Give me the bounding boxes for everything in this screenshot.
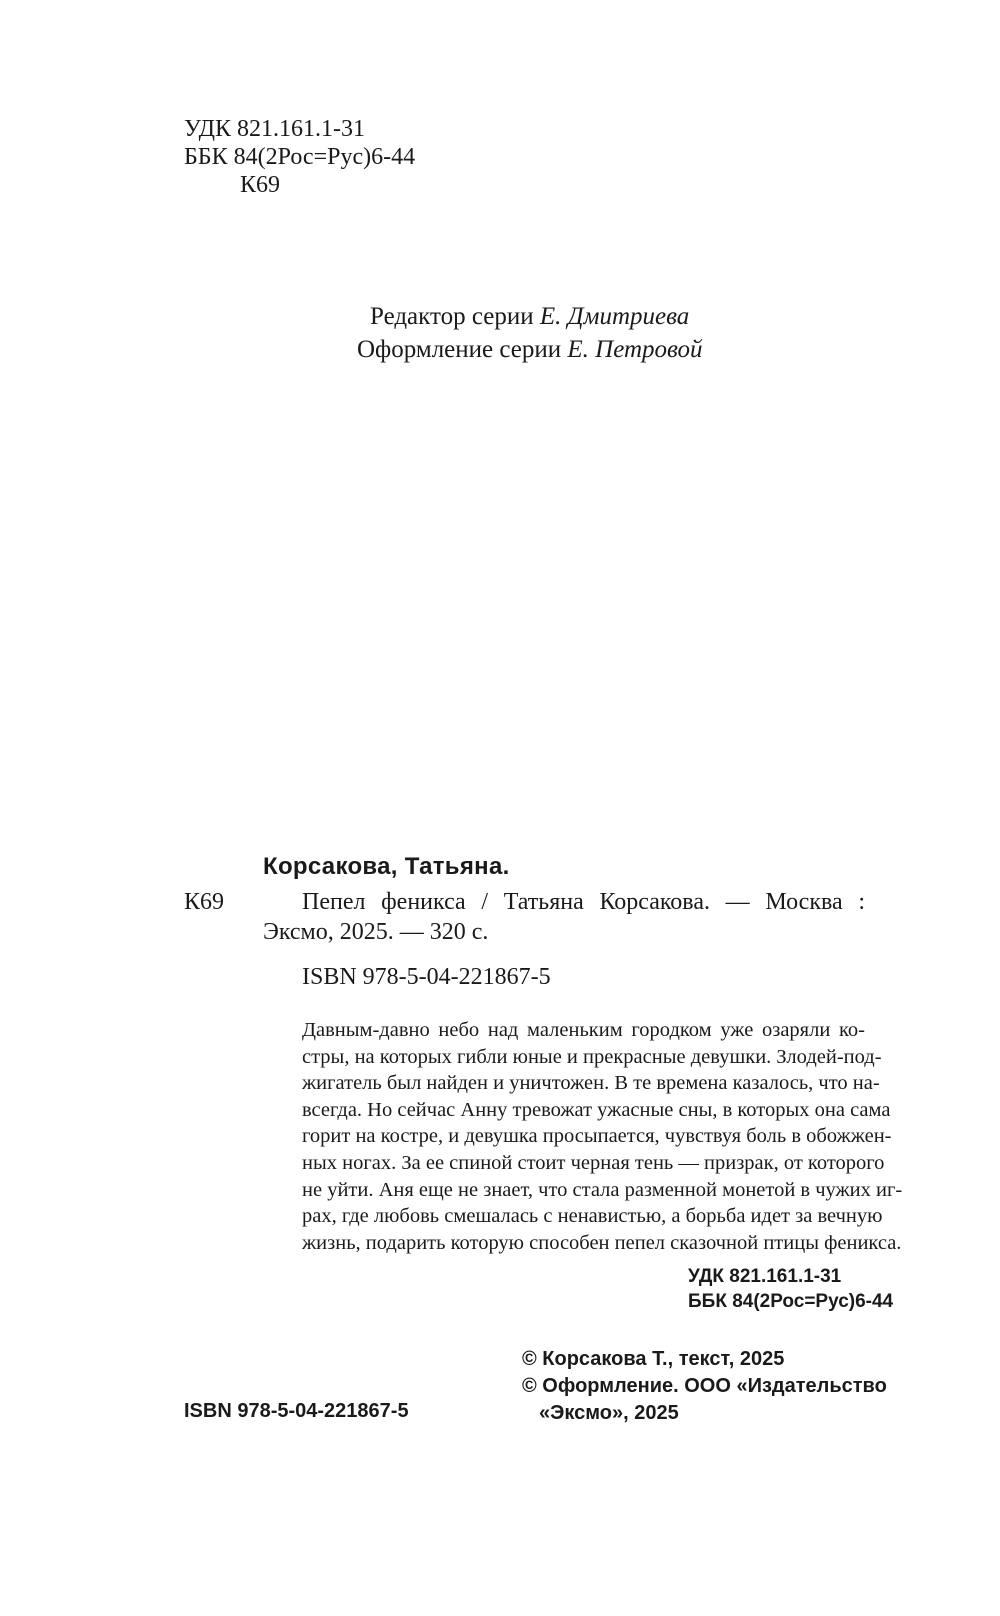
copyright-publisher: «Эксмо», 2025	[539, 1402, 679, 1424]
annotation-line: ных ногах. За ее спиной стоит черная тень — призрак, от которого	[302, 1151, 885, 1174]
bbk-code: ББК 84(2Рос=Рус)6-44	[184, 144, 416, 170]
series-design	[357, 335, 703, 365]
card-title-line2: Эксмо, 2025. — 320 с.	[263, 919, 489, 945]
card-author: Корсакова, Татьяна.	[263, 853, 510, 880]
card-author-mark: К69	[184, 889, 225, 915]
annotation-line: всегда. Но сейчас Анну тревожат ужасные сны, в которых она сама	[302, 1098, 891, 1121]
series-design-label: Оформление серии	[357, 336, 562, 363]
series-editor-name: Е. Дмитриева	[539, 303, 690, 330]
annotation-line: жизнь, подарить которую способен пепел сказочной птицы феникса.	[302, 1231, 902, 1254]
annotation-line: рах, где любовь смешалась с ненавистью, а борьба идет за вечную	[302, 1205, 883, 1228]
udk-code: УДК 821.161.1-31	[184, 116, 365, 142]
annotation-line: не уйти. Аня еще не знает, что стала разменной монетой в чужих иг-	[302, 1178, 903, 1201]
annotation-line: жигатель был найден и уничтожен. В те времена казалось, что на-	[302, 1072, 880, 1095]
copyright-design: © Оформление. ООО «Издательство	[522, 1375, 887, 1397]
author-mark: К69	[240, 172, 281, 198]
series-editor-label: Редактор серии	[370, 303, 534, 330]
card-udk-code: УДК 821.161.1-31	[688, 1266, 842, 1287]
series-editor	[370, 302, 689, 332]
series-design-name: Е. Петровой	[567, 336, 703, 363]
annotation-line: стры, на которых гибли юные и прекрасные девушки. Злодей-под-	[302, 1045, 882, 1068]
card-title-line1: Пепел феникса / Татьяна Корсакова. — Москва :	[302, 889, 865, 915]
card-isbn: ISBN 978-5-04-221867-5	[302, 964, 551, 990]
card-annotation	[302, 1017, 903, 1256]
footer-isbn: ISBN 978-5-04-221867-5	[184, 1400, 409, 1422]
copyright-text: © Корсакова Т., текст, 2025	[522, 1348, 785, 1370]
card-bbk-code: ББК 84(2Рос=Рус)6-44	[688, 1291, 894, 1312]
annotation-line: горит на костре, и девушка просыпается, чувствуя боль в обожжен-	[302, 1125, 892, 1148]
annotation-line: Давным-давно небо над маленьким городком уже озаряли ко-	[302, 1019, 865, 1041]
